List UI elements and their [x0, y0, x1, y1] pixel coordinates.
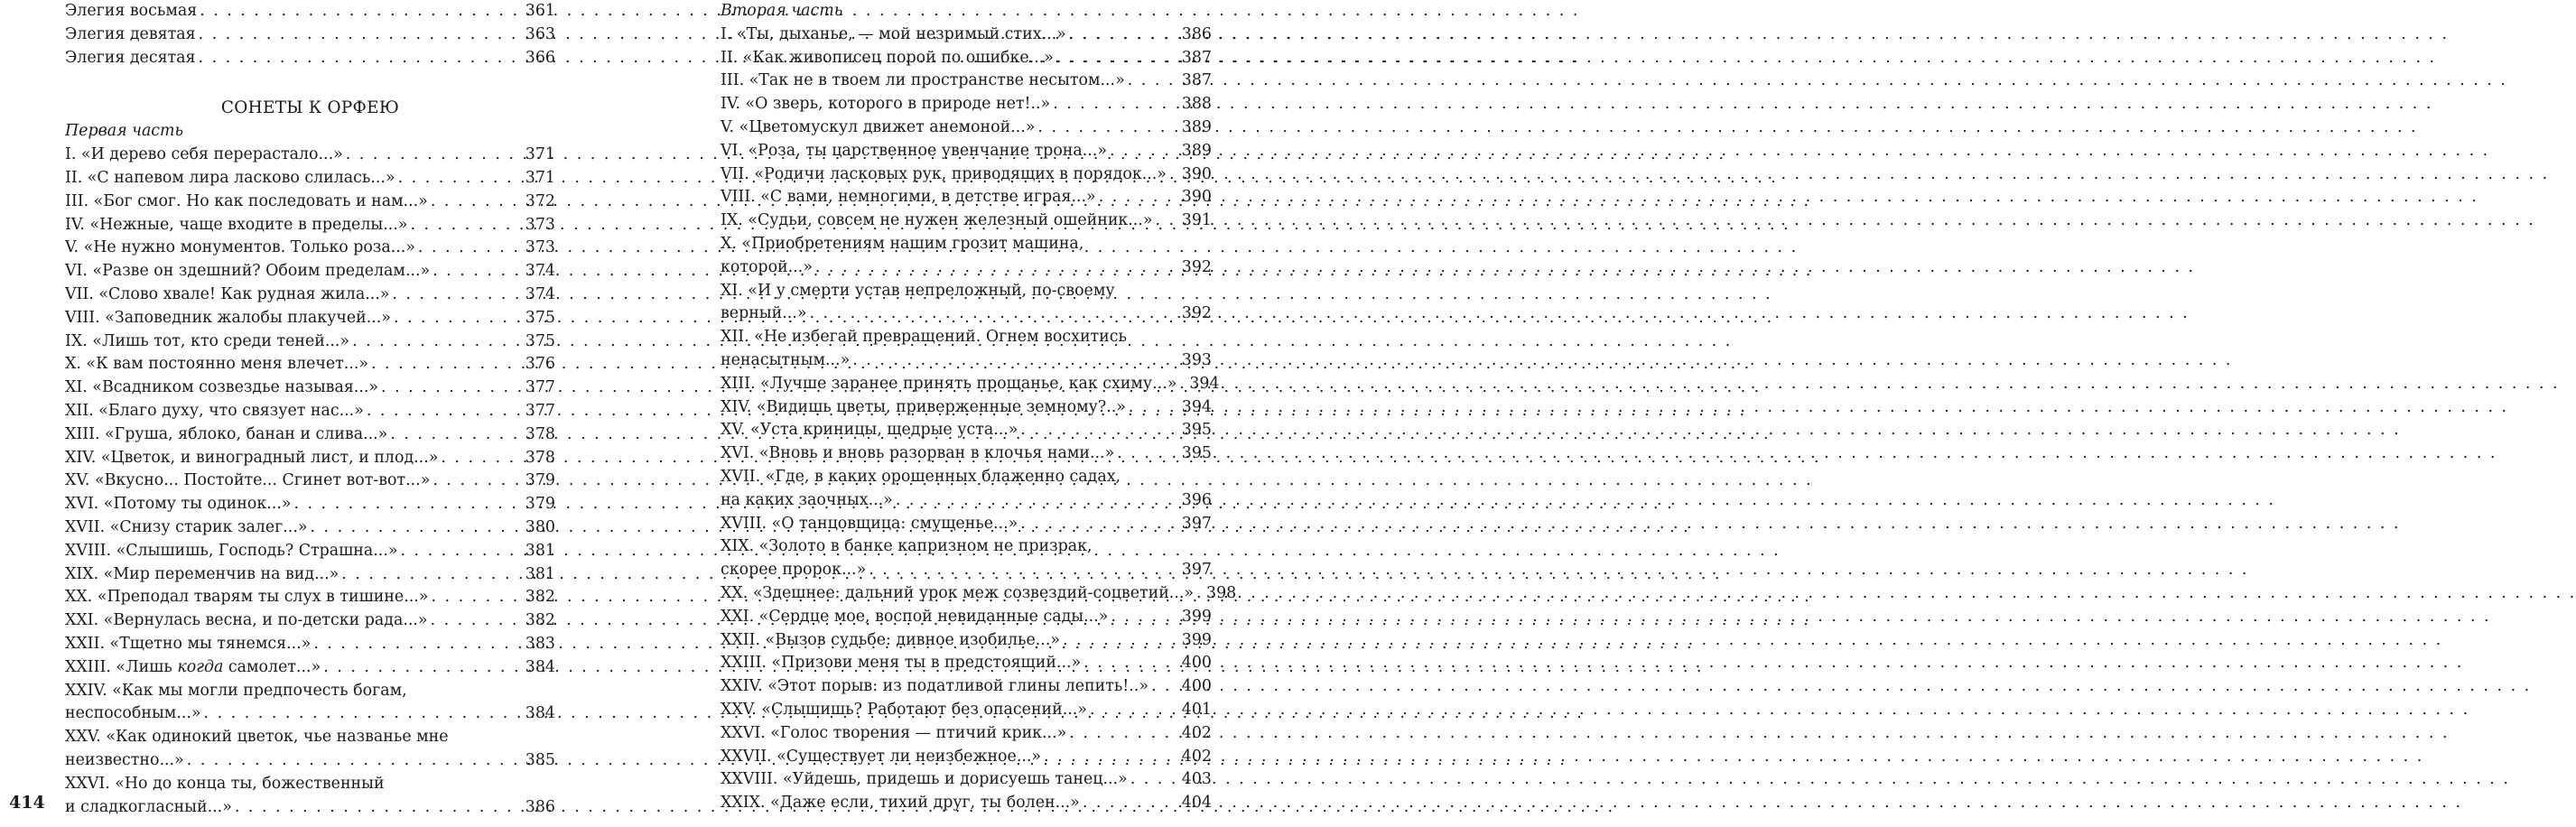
toc-entry-title: XII. «Благо духу, что связует нас...» [65, 401, 364, 420]
toc-entry [65, 214, 555, 237]
toc-entry [721, 652, 1212, 675]
dot-leader [392, 283, 522, 307]
toc-entry [65, 609, 555, 633]
dot-leader [367, 400, 523, 423]
toc-entry [721, 442, 1212, 466]
toc-entry [65, 23, 555, 47]
dot-leader [394, 307, 523, 330]
toc-entry-title: XX. «Преподал тварям ты слух в тишине...» [65, 588, 429, 607]
toc-entry-page: 389 [1181, 117, 1212, 136]
toc-entry-title: XVII. «Снизу старик залег...» [65, 517, 308, 536]
toc-entry-page: 380 [525, 517, 555, 536]
toc-entry [721, 93, 1212, 116]
dot-leader [1099, 186, 1179, 209]
toc-entry [721, 140, 1212, 163]
toc-entry-page: 361 [525, 2, 555, 20]
toc-entry-page: 383 [525, 634, 555, 653]
toc-entry-page: 373 [525, 215, 555, 234]
dot-leader [1083, 792, 1179, 815]
dot-leader [1044, 746, 1179, 769]
dot-leader [1069, 722, 1179, 746]
toc-entry-page: 396 [1181, 490, 1212, 509]
toc-entry-page: 363 [525, 24, 555, 43]
toc-entry-page: 376 [525, 355, 555, 374]
toc-entry-page: 400 [1181, 677, 1212, 696]
part-one-list [65, 144, 555, 656]
toc-entry-page: 386 [1181, 24, 1212, 43]
toc-entry-page: 375 [525, 308, 555, 327]
dot-leader [1069, 23, 1179, 47]
toc-entry [65, 656, 555, 680]
toc-entry-page: 382 [525, 611, 555, 630]
toc-entry-title: III. «Бог смог. Но как последовать и нам...» [65, 191, 428, 210]
toc-entry-title: XXI. «Вернулась весна, и по-детски рада...» [65, 611, 428, 630]
toc-entry-title: ненасытным...» [721, 350, 851, 369]
dot-leader [1129, 396, 1179, 420]
toc-entry-title: XXV. «Слышишь? Работают без опасений...» [721, 700, 1087, 719]
toc-entry-page: 399 [1181, 630, 1212, 649]
toc-entry-title: VII. «Слово хвале! Как рудная жила...» [65, 284, 390, 303]
toc-entry-title: XXVI. «Голос творения — птичий крик...» [721, 723, 1067, 742]
toc-entry-title: XXVIII. «Уйдешь, придешь и дорисуешь танец...» [721, 770, 1128, 789]
toc-entry-page: 391 [1181, 211, 1212, 230]
toc-entry [65, 469, 555, 493]
toc-entry [65, 0, 555, 23]
dot-leader [293, 493, 522, 516]
toc-entry-page: 390 [1181, 164, 1212, 183]
toc-entry [65, 796, 555, 820]
toc-entry-page: 387 [1181, 71, 1212, 90]
dot-leader [1151, 675, 1179, 699]
toc-entry-page: 404 [1181, 794, 1212, 813]
toc-entry-title: VI. «Разве он здешний? Обоим пределам...» [65, 262, 431, 281]
dot-leader [431, 190, 523, 214]
toc-entry-title: XXII. «Вызов судьбе: дивное изобилье...» [721, 630, 1060, 649]
toc-entry [65, 516, 555, 540]
toc-entry [65, 423, 555, 447]
dot-leader [371, 353, 523, 376]
toc-entry-page: 393 [1181, 350, 1212, 369]
dot-leader [235, 796, 523, 820]
toc-entry-page: 378 [525, 448, 555, 467]
toc-entry-title: XIX. «Мир переменчив на вид...» [65, 564, 339, 583]
toc-entry [721, 606, 1212, 629]
toc-entry-page: 401 [1181, 700, 1212, 719]
toc-entry [65, 167, 555, 190]
dot-leader [1110, 140, 1179, 163]
dot-leader [1037, 116, 1178, 140]
dot-leader [1169, 163, 1179, 187]
toc-entry-title: XX. «Здешнее: дальний урок меж созвездий-соцветий...» [721, 583, 1195, 602]
toc-entry [721, 70, 1212, 93]
dot-leader [432, 469, 522, 493]
toc-entry [721, 209, 1212, 233]
toc-entry [721, 373, 1220, 396]
toc-entry-title: XVIII. «Слышишь, Господь? Страшна...» [65, 541, 398, 560]
toc-entry-title: XI. «Всадником созвездье называя...» [65, 378, 379, 397]
dot-leader [1128, 70, 1179, 93]
toc-entry-page: 385 [525, 750, 555, 769]
toc-entry [65, 633, 555, 656]
dot-leader [1130, 768, 1179, 792]
toc-entry-title: XXVII. «Существует ли неизбежное...» [721, 747, 1042, 766]
toc-entry-title: XIII. «Груша, яблоко, банан и слива...» [65, 424, 388, 443]
section-spacer [65, 70, 555, 97]
toc-entry [721, 489, 1212, 513]
dot-leader [1196, 582, 1204, 606]
toc-entry [721, 629, 1212, 653]
elegies-list [65, 0, 555, 70]
toc-entry-page: 373 [525, 238, 555, 257]
toc-entry-page: 386 [525, 797, 555, 816]
toc-entry-title: XV. «Уста криницы, щедрые уста...» [721, 421, 1018, 440]
dot-leader [199, 23, 523, 47]
toc-entry [721, 186, 1212, 209]
dot-leader [1020, 513, 1179, 536]
dot-leader [418, 237, 523, 260]
dot-leader [441, 447, 522, 470]
toc-entry-page: 398 [1206, 583, 1237, 602]
toc-entry-title: I. «Ты, дыханье, — мой незримый стих...» [721, 24, 1066, 43]
toc-entry [65, 144, 555, 167]
toc-entry-page: 371 [525, 145, 555, 164]
part-two-title: Вторая часть [721, 2, 843, 20]
toc-entry [721, 419, 1212, 442]
toc-entry [721, 256, 1212, 280]
toc-entry-title: VIII. «С вами, немногими, в детстве играя...» [721, 188, 1096, 207]
toc-entry-page: 382 [525, 588, 555, 607]
dot-leader [1111, 606, 1178, 629]
toc-entry [721, 116, 1212, 140]
dot-leader [199, 47, 523, 70]
toc-entry-title: Элегия восьмая [65, 2, 198, 20]
toc-entry-title: XXII. «Тщетно мы тянемся...» [65, 634, 312, 653]
dot-leader [187, 749, 523, 773]
emphasized-word: когда [177, 657, 224, 676]
toc-entry-page: 379 [525, 495, 555, 514]
dot-leader [200, 0, 523, 23]
toc-entry-title: XIII. «Лучше заранее принять прощанье, как схиму...» [721, 374, 1177, 393]
toc-entry-title: и сладкогласный...» [65, 797, 232, 816]
toc-entry-title: II. «С напевом лира ласково слилась...» [65, 168, 395, 187]
toc-entry-page: 384 [525, 704, 555, 723]
toc-entry-page: 390 [1181, 188, 1212, 207]
toc-entry-continued-line: XI. «И у смерти устав непреложный, по-своему [721, 281, 1115, 300]
dot-leader [346, 144, 523, 167]
toc-entry [65, 237, 555, 260]
toc-entry-continued-line: XVII. «Где, в каких орошенных блаженно садах, [721, 467, 1121, 486]
toc-entry [721, 47, 1212, 70]
dot-leader [815, 256, 1179, 280]
toc-entry-page: 402 [1181, 747, 1212, 766]
dot-leader [1020, 419, 1178, 442]
dot-leader [1056, 47, 1179, 70]
toc-entry-title: XXIII. «Лишь когда самолет...» [65, 657, 321, 676]
dot-leader [390, 423, 522, 447]
toc-entry [65, 702, 555, 726]
section-title: СОНЕТЫ К ОРФЕЮ [220, 98, 400, 118]
toc-entry-title: XXI. «Сердце мое, воспой невиданные сады...» [721, 607, 1109, 626]
toc-entry-title: VI. «Роза, ты царственное увенчание трона...» [721, 141, 1107, 160]
toc-entry [65, 493, 555, 516]
dot-leader [1179, 373, 1186, 396]
toc-entry [65, 353, 555, 376]
toc-entry-title: XIV. «Видишь цветы, приверженные земному?..» [721, 397, 1126, 416]
right-column [721, 0, 1237, 815]
toc-entry-title: XVI. «Потому ты одинок...» [65, 495, 292, 514]
toc-entry-title: верный...» [721, 304, 807, 323]
toc-entry-title: V. «Не нужно монументов. Только роза...» [65, 238, 415, 257]
toc-entry [65, 190, 555, 214]
toc-entry [65, 447, 555, 470]
toc-entry-page: 388 [1181, 95, 1212, 114]
toc-entry [65, 540, 555, 563]
toc-entry-page: 387 [1181, 48, 1212, 67]
toc-entry [721, 302, 1212, 326]
toc-entry-page: 397 [1181, 561, 1212, 580]
dot-leader [1090, 699, 1179, 722]
toc-entry-title: неспособным...» [65, 704, 201, 723]
toc-entry-page: 377 [525, 378, 555, 397]
toc-entry-page: 374 [525, 284, 555, 303]
toc-entry-page: 392 [1181, 304, 1212, 323]
dot-leader [400, 540, 522, 563]
dot-leader [323, 656, 523, 680]
dot-leader [1117, 442, 1179, 466]
dot-leader [313, 633, 522, 656]
dot-leader [896, 489, 1179, 513]
toc-entry [65, 260, 555, 283]
toc-entry-continued-line: XXV. «Как одинокий цветок, чье названье мне [65, 728, 449, 747]
toc-entry-continued-line: XIX. «Золото в банке капризном не призрак, [721, 537, 1093, 556]
toc-entry-title: II. «Как живописец порой по ошибке...» [721, 48, 1054, 67]
toc-entry [721, 582, 1237, 606]
toc-entry-title: IV. «Нежные, чаще входите в пределы...» [65, 215, 408, 234]
toc-entry-title: IX. «Судьи, совсем не нужен железный ошейник...» [721, 211, 1153, 230]
toc-entry [721, 792, 1212, 815]
part-two-list [721, 23, 1237, 815]
toc-entry-title: IX. «Лишь тот, кто среди теней...» [65, 331, 350, 350]
dot-leader [352, 330, 523, 354]
dot-leader [1156, 209, 1179, 233]
toc-entry [721, 768, 1212, 792]
toc-entry-page: 394 [1189, 374, 1220, 393]
toc-entry-title: VIII. «Заповедник жалобы плакучей...» [65, 308, 391, 327]
toc-entry-title: скорее пророк...» [721, 561, 867, 580]
toc-entry [65, 283, 555, 307]
part-one-title: Первая часть [65, 122, 184, 141]
left-column [65, 0, 555, 819]
toc-entry-page: 395 [1181, 444, 1212, 463]
toc-entry-title: на каких заочных...» [721, 490, 893, 509]
toc-entry [721, 513, 1212, 536]
toc-entry-title: XIV. «Цветок, и виноградный лист, и плод...» [65, 448, 439, 467]
toc-entry-title: неизвестно...» [65, 750, 184, 769]
toc-entry-title: III. «Так не в твоем ли пространстве несытом...» [721, 71, 1125, 90]
toc-entry-title: Элегия десятая [65, 48, 196, 67]
page-number: 414 [9, 793, 45, 813]
dot-leader [1063, 629, 1179, 653]
toc-entry-page: 377 [525, 401, 555, 420]
toc-entry-title: XXIII. «Призови меня ты в предстоящий...» [721, 654, 1082, 673]
dot-leader [311, 516, 523, 540]
toc-entry-page: 381 [525, 541, 555, 560]
toc-entry-page: 402 [1181, 723, 1212, 742]
toc-entry-title: X. «К вам постоянно меня влечет...» [65, 355, 368, 374]
toc-entry-page: 375 [525, 331, 555, 350]
dot-leader [809, 302, 1178, 326]
toc-entry [721, 559, 1212, 582]
toc-entry-page: 397 [1181, 514, 1212, 533]
toc-entry-page: 366 [525, 48, 555, 67]
toc-entry [721, 163, 1212, 187]
toc-entry-page: 378 [525, 424, 555, 443]
dot-leader [398, 167, 523, 190]
toc-entry-page: 371 [525, 168, 555, 187]
toc-entry-continued-line: X. «Приобретениям нашим грозит машина, [721, 234, 1084, 253]
toc-entry-title: XXIV. «Этот порыв: из податливой глины лепить!..» [721, 677, 1149, 696]
toc-entry [721, 699, 1212, 722]
toc-entry-page: 394 [1181, 397, 1212, 416]
toc-entry [65, 586, 555, 609]
toc-entry [721, 675, 1212, 699]
toc-entry [65, 400, 555, 423]
dot-leader [432, 260, 523, 283]
toc-entry-title: I. «И дерево себя перерастало...» [65, 145, 343, 164]
dot-leader [852, 349, 1179, 373]
dot-leader [204, 702, 523, 726]
dot-leader [1053, 93, 1179, 116]
toc-entry-page: 392 [1181, 257, 1212, 276]
toc-entry-page: 379 [525, 471, 555, 490]
toc-entry-continued-line: XXVI. «Но до конца ты, божественный [65, 774, 385, 793]
toc-entry-page: 372 [525, 191, 555, 210]
toc-entry-continued-line: XII. «Не избегай превращений. Огнем восхитись [721, 328, 1127, 347]
toc-entry-page: 399 [1181, 607, 1212, 626]
toc-entry-title: XV. «Вкусно... Постойте... Сгинет вот-вот...» [65, 471, 431, 490]
toc-entry [65, 307, 555, 330]
toc-entry-page: 400 [1181, 654, 1212, 673]
dot-leader [410, 214, 522, 237]
dot-leader [381, 376, 523, 400]
toc-entry-page: 395 [1181, 421, 1212, 440]
toc-entry [721, 722, 1212, 746]
toc-entry-title: V. «Цветомускул движет анемоной...» [721, 117, 1036, 136]
dot-leader [1083, 652, 1179, 675]
part-one-wrapped-list [65, 680, 555, 820]
toc-entry-page: 374 [525, 262, 555, 281]
toc-entry-page: 381 [525, 564, 555, 583]
toc-entry [65, 376, 555, 400]
dot-leader [431, 586, 522, 609]
toc-entry-title: XVIII. «О танцовщица: смущенье...» [721, 514, 1018, 533]
toc-entry [721, 396, 1212, 420]
toc-entry-continued-line: XXIV. «Как мы могли предпочесть богам, [65, 681, 407, 700]
dot-leader [431, 609, 523, 633]
toc-entry [65, 47, 555, 70]
toc-entry-title: VII. «Родичи ласковых рук, приводящих в порядок...» [721, 164, 1167, 183]
dot-leader [341, 563, 522, 587]
toc-entry-title: которой...» [721, 257, 813, 276]
toc-entry [721, 23, 1212, 47]
toc-entry [721, 349, 1212, 373]
toc-entry [65, 330, 555, 354]
toc-entry [65, 749, 555, 773]
toc-entry-page: 384 [525, 657, 555, 676]
dot-leader [869, 559, 1179, 582]
toc-entry [65, 563, 555, 587]
toc-entry-page: 403 [1181, 770, 1212, 789]
toc-entry-title: XVI. «Вновь и вновь разорван в клочья нами...» [721, 444, 1115, 463]
toc-entry [721, 746, 1212, 769]
toc-entry-page: 389 [1181, 141, 1212, 160]
toc-entry-title: XXIX. «Даже если, тихий друг, ты болен...» [721, 794, 1080, 813]
toc-entry-title: IV. «О зверь, которого в природе нет!..» [721, 95, 1051, 114]
toc-entry-title: Элегия девятая [65, 24, 196, 43]
